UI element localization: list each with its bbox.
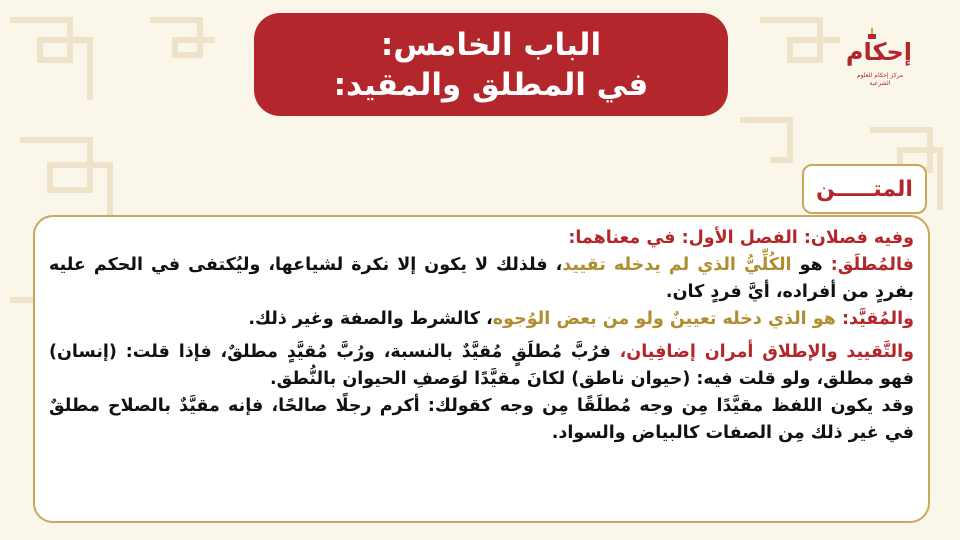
muqayyad-definition: هو الذي دخله تعيينٌ ولو من بعض الوُجوه <box>492 309 836 329</box>
relative-heading: والتَّقييد والإطلاق أمران إضافِيان، <box>619 342 914 362</box>
paragraph-relative <box>49 339 914 393</box>
muqayyad-explanation: ، كالشرط والصفة وغير ذلك. <box>248 309 493 329</box>
intro-heading: الفصل الأول: في معناهما: <box>568 228 798 248</box>
intro-prefix: وفيه فصلان: <box>797 228 914 248</box>
text-panel <box>33 215 930 523</box>
logo-subtitle: مركز إحكام للعلوم الشرعية <box>856 72 904 87</box>
example-text: وقد يكون اللفظ مقيَّدًا مِن وجه مُطلَقًا مِن وجه كقولك: أكرم رجلًا صالحًا، فإنه مقيَّدٌ بالصلاح مطلقٌ في غير ذلك مِن الصفات كالبياض والسواد. <box>49 396 914 443</box>
logo-wordmark: إحكام <box>845 38 912 66</box>
term-mutlaq: فالمُطلَق: <box>822 255 915 275</box>
logo <box>845 28 912 98</box>
chapter-title-banner <box>254 13 728 116</box>
mutlaq-definition: الكُلِّيُّ الذي لم يدخله تقييد <box>562 255 792 275</box>
paragraph-muqayyad <box>49 306 914 333</box>
paragraph-intro <box>49 225 914 252</box>
mutlaq-explanation: ، فلذلك لا يكون إلا نكرة لشياعها، وليُكتفى في الحكم عليه بفردٍ من أفراده، أيَّ فردٍ كان. <box>49 255 914 302</box>
paragraph-mutlaq <box>49 252 914 306</box>
mutlaq-huwa: هو <box>791 255 823 275</box>
relative-explanation: فرُبَّ مُطلَقٍ مُقيَّدٌ بالنسبة، ورُبَّ مُقيَّدٍ مطلقٌ، فإذا قلت: (إنسان) فهو مطلق، ولو قلت فيه: (حيوان ناطق) لكانَ مقيَّدًا لوَصفِ الحيوان بالنُّطق. <box>49 342 914 389</box>
chapter-title-line1: الباب الخامس: <box>380 26 602 63</box>
section-label-matn: المتـــــن <box>802 164 927 214</box>
chapter-title-line2: في المطلق والمقيد: <box>333 66 649 103</box>
term-muqayyad: والمُقيَّد: <box>835 309 914 329</box>
paragraph-example <box>49 393 914 447</box>
